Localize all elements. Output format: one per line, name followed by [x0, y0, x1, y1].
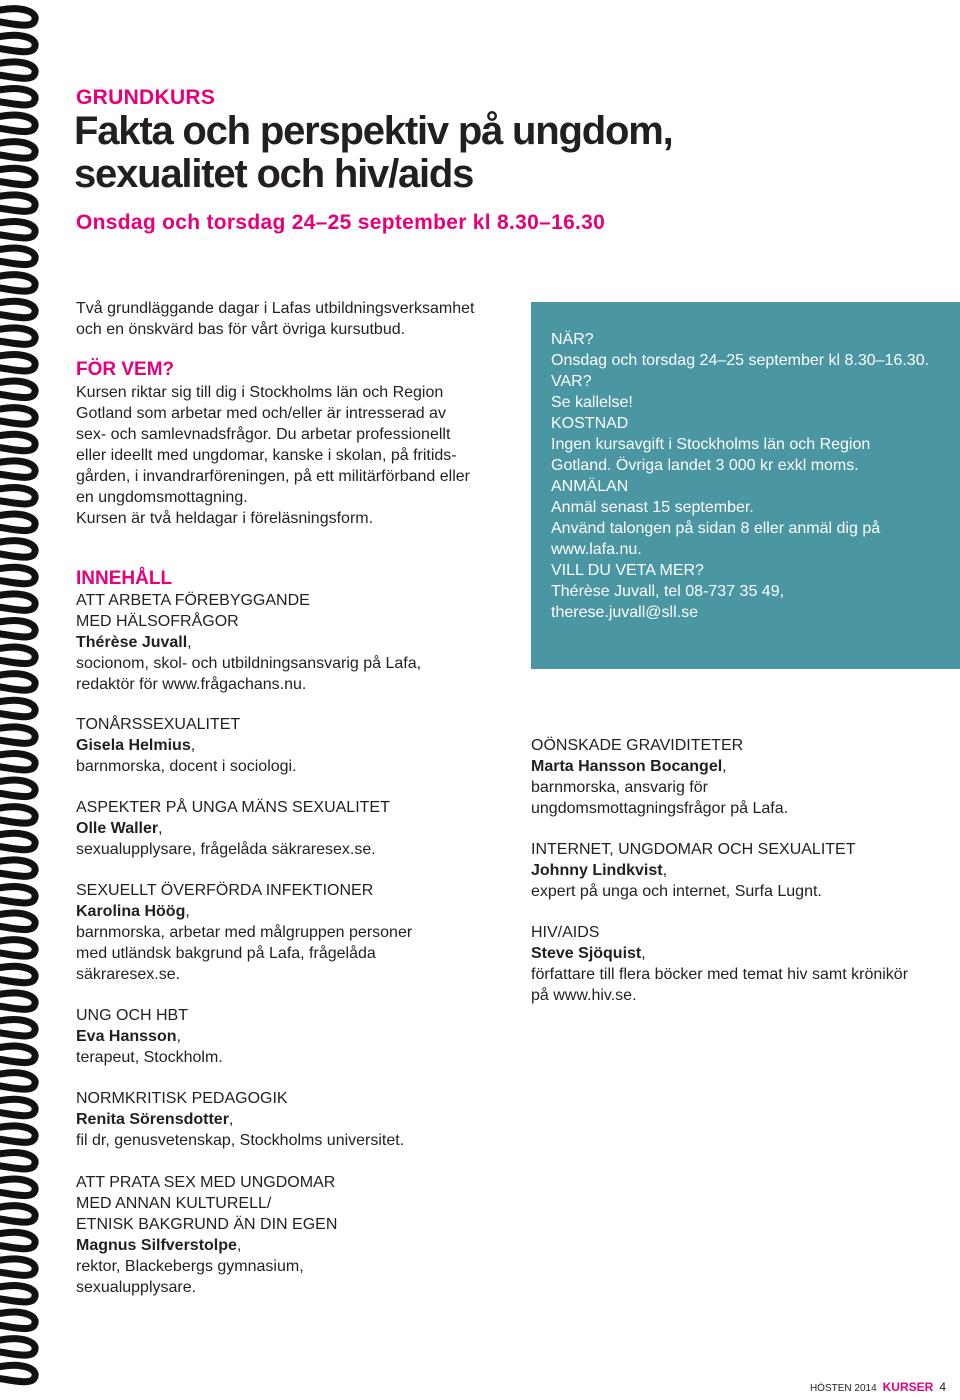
- speaker-name: Olle Waller: [76, 820, 159, 837]
- session-infektioner: SEXUELLT ÖVERFÖRDA INFEKTIONER Karolina Höög, barnmorska, arbetar med målgruppen personer med utländsk bakgrund på Lafa, frågelåda säkraresex.se.: [76, 880, 516, 985]
- spiral-loop: [0, 195, 35, 211]
- var-label: VAR?: [551, 373, 592, 390]
- spiral-loop: [0, 248, 35, 264]
- spiral-binding-decoration: [0, 0, 48, 1400]
- spiral-loop: [0, 434, 35, 450]
- session-prata-sex: ATT PRATA SEX MED UNGDOMAR MED ANNAN KULTURELL/ ETNISK BAKGRUND ÄN DIN EGEN Magnus Silfverstolpe, rektor, Blackebergs gymnasium, sexualupplysare.: [76, 1172, 516, 1298]
- spiral-loop: [0, 780, 35, 796]
- var-value: Se kallelse!: [551, 394, 633, 411]
- spiral-loop: [0, 674, 35, 690]
- spiral-loop: [0, 887, 35, 903]
- anmalan-link[interactable]: www.lafa.nu.: [551, 541, 642, 558]
- spiral-loop: [0, 647, 35, 663]
- spiral-loop: [0, 1365, 35, 1381]
- speaker-desc: med utländsk bakgrund på Lafa, frågelåda: [76, 945, 376, 962]
- spiral-loop: [0, 168, 35, 184]
- anmalan-line: Använd talongen på sidan 8 eller anmäl dig på: [551, 520, 881, 537]
- spiral-loop: [0, 833, 35, 849]
- spiral-loop: [0, 355, 35, 371]
- anmalan-line: Anmäl senast 15 september.: [551, 499, 754, 516]
- speaker-name: Thérèse Juvall: [76, 634, 188, 651]
- for-vem-line: en ungdomsmottagning.: [76, 489, 248, 506]
- spiral-loop: [0, 89, 35, 105]
- spiral-loop: [0, 1232, 35, 1248]
- spiral-loop: [0, 594, 35, 610]
- speaker-desc: expert på unga och internet, Surfa Lugnt.: [531, 883, 822, 900]
- for-vem-section: [76, 358, 516, 529]
- session-topic: ATT ARBETA FÖREBYGGANDE: [76, 592, 310, 609]
- spiral-loop: [0, 142, 35, 158]
- spiral-loop: [0, 381, 35, 397]
- spiral-loop: [0, 807, 35, 823]
- speaker-desc: redaktör för www.frågachans.nu.: [76, 676, 307, 693]
- kostnad-line: Ingen kursavgift i Stockholms län och Region: [551, 436, 871, 453]
- practical-info-box: [531, 302, 960, 669]
- kostnad-label: KOSTNAD: [551, 415, 629, 432]
- spiral-loop: [0, 222, 35, 238]
- speaker-desc: säkraresex.se.: [76, 966, 181, 983]
- session-unga-man: ASPEKTER PÅ UNGA MÄNS SEXUALITET Olle Waller, sexualupplysare, frågelåda säkraresex.se.: [76, 797, 516, 860]
- speaker-name: Gisela Helmius: [76, 737, 191, 754]
- spiral-loop: [0, 488, 35, 504]
- spiral-loop: [0, 115, 35, 131]
- speaker-desc: barnmorska, ansvarig för: [531, 779, 708, 796]
- page-footer: [810, 1380, 946, 1394]
- spiral-loop: [0, 328, 35, 344]
- spiral-loop: [0, 1339, 35, 1355]
- speaker-name: Renita Sörensdotter: [76, 1111, 229, 1128]
- speaker-desc: sexualupplysare, frågelåda säkraresex.se.: [76, 841, 376, 858]
- anmalan-label: ANMÄLAN: [551, 478, 629, 495]
- intro-line: Två grundläggande dagar i Lafas utbildningsverksamhet: [76, 300, 475, 317]
- speaker-name: Karolina Höög: [76, 903, 186, 920]
- session-tonarssexualitet: TONÅRSSEXUALITET Gisela Helmius, barnmorska, docent i sociologi.: [76, 714, 516, 777]
- session-topic: NORMKRITISK PEDAGOGIK: [76, 1090, 288, 1107]
- spiral-loop: [0, 35, 35, 51]
- for-vem-line: Kursen riktar sig till dig i Stockholms län och Region: [76, 384, 444, 401]
- kostnad-line: Gotland. Övriga landet 3 000 kr exkl moms.: [551, 457, 859, 474]
- spiral-loop: [0, 966, 35, 982]
- spiral-loop: [0, 1259, 35, 1275]
- speaker-desc: sexualupplysare.: [76, 1279, 197, 1296]
- speaker-desc: terapeut, Stockholm.: [76, 1049, 223, 1066]
- title-line-2: sexualitet och hiv/aids: [74, 152, 474, 196]
- for-vem-line: Kursen är två heldagar i föreläsningsform.: [76, 510, 374, 527]
- spiral-loop: [0, 461, 35, 477]
- speaker-desc: på www.hiv.se.: [531, 987, 637, 1004]
- session-normkritisk: NORMKRITISK PEDAGOGIK Renita Sörensdotter, fil dr, genusvetenskap, Stockholms universitet.: [76, 1088, 516, 1151]
- speaker-desc: författare till flera böcker med temat hiv samt krönikör: [531, 966, 909, 983]
- speaker-name: Magnus Silfverstolpe: [76, 1237, 237, 1254]
- spiral-loop: [0, 860, 35, 876]
- course-date: Onsdag och torsdag 24–25 september kl 8.30–16.30: [76, 211, 606, 234]
- spiral-loop: [0, 62, 35, 78]
- speaker-name: Steve Sjöquist: [531, 945, 642, 962]
- session-internet: INTERNET, UNGDOMAR OCH SEXUALITET Johnny Lindkvist, expert på unga och internet, Surfa Lugnt.: [531, 839, 951, 902]
- session-topic: TONÅRSSEXUALITET: [76, 716, 241, 733]
- session-graviditeter: OÖNSKADE GRAVIDITETER Marta Hansson Bocangel, barnmorska, ansvarig för ungdomsmottagningsfrågor på Lafa.: [531, 735, 951, 819]
- spiral-loop: [0, 700, 35, 716]
- session-topic: UNG OCH HBT: [76, 1007, 188, 1024]
- course-kicker: GRUNDKURS: [76, 86, 216, 109]
- speaker-desc: socionom, skol- och utbildningsansvarig på Lafa,: [76, 655, 422, 672]
- page-title: [74, 110, 834, 196]
- speaker-desc: ungdomsmottagningsfrågor på Lafa.: [531, 800, 789, 817]
- session-topic: ASPEKTER PÅ UNGA MÄNS SEXUALITET: [76, 799, 390, 816]
- spiral-loop: [0, 1073, 35, 1089]
- spiral-loop: [0, 1099, 35, 1115]
- footer-brand: KURSER: [882, 1380, 934, 1394]
- innehall-heading: INNEHÅLL: [76, 568, 173, 589]
- title-line-1: Fakta och perspektiv på ungdom,: [74, 109, 673, 153]
- speaker-desc: barnmorska, docent i sociologi.: [76, 758, 297, 775]
- spiral-loop: [0, 621, 35, 637]
- spiral-loop: [0, 408, 35, 424]
- speaker-desc: fil dr, genusvetenskap, Stockholms universitet.: [76, 1132, 405, 1149]
- for-vem-line: gården, i invandrarföreningen, på ett militärförband eller: [76, 468, 471, 485]
- innehall-heading-wrap: [76, 567, 516, 591]
- speaker-name: Marta Hansson Bocangel: [531, 758, 723, 775]
- nar-value: Onsdag och torsdag 24–25 september kl 8.30–16.30.: [551, 352, 930, 369]
- spiral-loop: [0, 1286, 35, 1302]
- for-vem-line: eller ideellt med ungdomar, kanske i skolan, på fritids-: [76, 447, 457, 464]
- spiral-loop: [0, 1179, 35, 1195]
- session-forebyggande: ATT ARBETA FÖREBYGGANDE MED HÄLSOFRÅGOR Thérèse Juvall, socionom, skol- och utbildningsansvarig på Lafa, redaktör för www.frågachans.nu.: [76, 590, 516, 695]
- for-vem-heading: FÖR VEM?: [76, 359, 175, 380]
- spiral-loop: [0, 9, 35, 25]
- session-topic: INTERNET, UNGDOMAR OCH SEXUALITET: [531, 841, 856, 858]
- intro-text: [76, 298, 516, 340]
- mer-label: VILL DU VETA MER?: [551, 562, 704, 579]
- spiral-loop: [0, 754, 35, 770]
- speaker-desc: rektor, Blackebergs gymnasium,: [76, 1258, 304, 1275]
- spiral-loop: [0, 1046, 35, 1062]
- spiral-loop: [0, 913, 35, 929]
- spiral-loop: [0, 301, 35, 317]
- session-topic: ATT PRATA SEX MED UNGDOMAR: [76, 1174, 336, 1191]
- intro-line: och en önskvärd bas för vårt övriga kursutbud.: [76, 321, 406, 338]
- session-hbt: UNG OCH HBT Eva Hansson, terapeut, Stockholm.: [76, 1005, 516, 1068]
- page-number: 4: [939, 1380, 946, 1394]
- spiral-loop: [0, 567, 35, 583]
- session-topic: HIV/AIDS: [531, 924, 600, 941]
- speaker-desc: barnmorska, arbetar med målgruppen personer: [76, 924, 413, 941]
- spiral-loop: [0, 993, 35, 1009]
- session-topic: MED HÄLSOFRÅGOR: [76, 613, 239, 630]
- spiral-loop: [0, 275, 35, 291]
- session-topic: ETNISK BAKGRUND ÄN DIN EGEN: [76, 1216, 338, 1233]
- session-topic: MED ANNAN KULTURELL/: [76, 1195, 272, 1212]
- speaker-name: Eva Hansson: [76, 1028, 177, 1045]
- spiral-loop: [0, 727, 35, 743]
- session-hiv-aids: HIV/AIDS Steve Sjöquist, författare till flera böcker med temat hiv samt krönikör på www.hiv.se.: [531, 922, 951, 1006]
- spiral-loop: [0, 940, 35, 956]
- session-topic: OÖNSKADE GRAVIDITETER: [531, 737, 744, 754]
- speaker-name: Johnny Lindkvist: [531, 862, 663, 879]
- contact-line: Thérèse Juvall, tel 08-737 35 49,: [551, 583, 785, 600]
- spiral-loop: [0, 514, 35, 530]
- nar-label: NÄR?: [551, 331, 594, 348]
- for-vem-line: Gotland som arbetar med och/eller är intresserad av: [76, 405, 446, 422]
- contact-email-link[interactable]: therese.juvall@sll.se: [551, 604, 698, 621]
- spiral-loop: [0, 1206, 35, 1222]
- for-vem-line: sex- och samlevnadsfrågor. Du arbetar professionellt: [76, 426, 451, 443]
- spiral-loop: [0, 1312, 35, 1328]
- spiral-loop: [0, 1126, 35, 1142]
- spiral-loop: [0, 541, 35, 557]
- spiral-loop: [0, 1153, 35, 1169]
- session-topic: SEXUELLT ÖVERFÖRDA INFEKTIONER: [76, 882, 374, 899]
- spiral-loop: [0, 1020, 35, 1036]
- footer-season: HÖSTEN 2014: [809, 1383, 877, 1394]
